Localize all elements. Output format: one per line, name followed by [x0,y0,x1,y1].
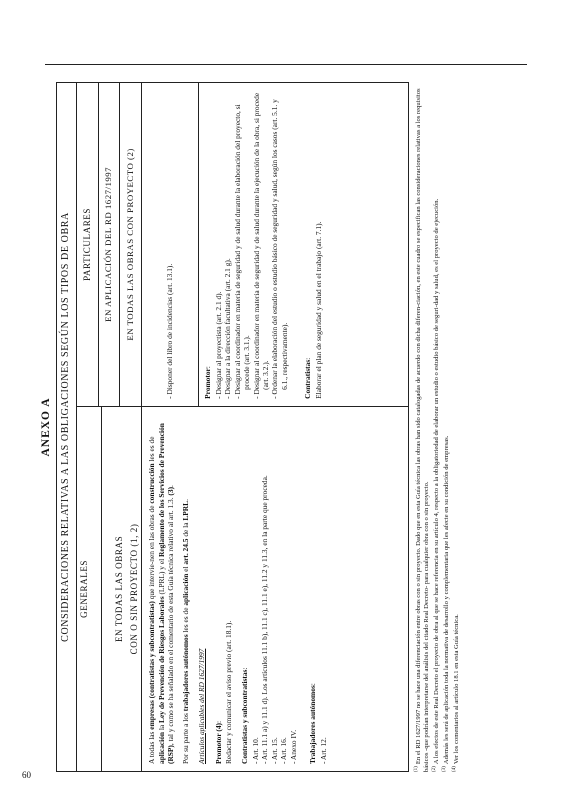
text-run: , tal y como se ha señalado en el comentario de esta Guía técnica relativo al art. 1.3. [166,495,176,746]
footnote [452,82,461,772]
list-item: - Art. 10. [250,737,260,764]
text-run: Reglamento de los Servicios de Prevención (RSP) [156,423,176,764]
general-body-cell [142,406,409,771]
contractors-right-heading-text: Contratistas [303,359,313,399]
general-header: GENERALES [79,559,89,618]
promotor-right-heading [203,90,212,399]
footnote [414,82,431,772]
promotor-right-heading-text: Promotor [203,368,213,399]
table-main-header: CONSIDERACIONES RELATIVAS A LAS OBLIGACIONES SEGÚN LOS TIPOS DE OBRA [57,83,77,772]
text-run: trabajadores autónomos [180,634,190,712]
footnote-mark: (4) [452,766,458,772]
all-works-body-cell [199,83,409,407]
self-employed-heading-text: Trabajadores autónomos [308,685,318,764]
text-run: : [213,720,223,724]
top-rule [45,64,527,65]
footnote-text: Ver los comentarios al artículo 18.1 en esta Guía técnica. [453,614,461,765]
contractors-heading [240,414,249,764]
text-run: construcción [147,463,157,504]
text-run: : [308,683,318,686]
text-run: les es de [147,436,157,464]
text-run: de la [180,520,190,539]
list-item: - Designar al coordinador en materia de seguridad y de salud durante la elaboración del proyecto, si procede (art. 3.1.). [232,104,252,399]
page-number: 60 [22,770,31,780]
rd-body-cell: - Disponer del libro de incidencias (art. 13.1). [142,83,199,407]
articles-heading-text: Artículos aplicables del RD 1627/1997 [197,648,207,764]
footnote-mark: (3) [442,766,448,772]
promotor-right-list [214,90,290,399]
contractors-heading-text: Contratistas y subcontratistas [240,669,250,764]
footnote [432,82,441,772]
text-run: (3) [166,486,176,496]
list-item: - Designar al proyectista (art. 2.1 d). [213,291,223,399]
rd-header: EN APLICACIÓN DEL RD 1627/1997 [98,83,120,407]
general-subheader [101,407,141,771]
text-run: : [203,366,213,369]
list-item: - Designar a la dirección facultativa (art. 2.1 g). [223,258,233,399]
general-subheader-line1: EN TODAS LAS OBRAS [114,535,125,643]
footnote [442,82,451,772]
list-item: - Art. 15. [269,737,279,764]
text-run: (LPRL) y el [156,556,166,597]
list-item: - Art. 16. [279,737,289,764]
footnote-mark: (2) [432,766,437,772]
list-item: - Ordenar la elaboración del estudio o estudio básico de seguridad y salud, según los casos (art. 5.1. y 6.1., respectivamente). [270,99,289,399]
footnote-mark: (1) [414,766,419,772]
obligations-table [56,82,409,772]
text-run: Por su parte a los [180,711,190,764]
articles-heading [197,414,206,764]
text-run: aplicación [180,573,190,606]
promotor-heading-text: Promotor (4) [213,723,223,764]
self-employed-paragraph [181,414,190,764]
footnote-text: Además les será de aplicación toda la normativa de desarrollo y complementaria que les afecte en su condición de empresas. [443,435,451,765]
text-run: LPRL [180,500,190,521]
text-run: : [303,357,313,360]
list-item: - Anexo IV. [288,729,298,764]
text-run: . [180,499,190,501]
text-run: Ley de Prevención de Riesgos Laborales [156,596,166,723]
text-run: A todas las [147,729,157,764]
text-run: les es de [180,605,190,635]
all-works-header: EN TODAS LAS OBRAS CON PROYECTO (2) [120,83,142,407]
text-run: : [240,667,250,670]
contractors-right-heading [303,90,312,399]
rotated-annex-page [40,82,510,772]
text-run: la [156,722,166,732]
text-run: que intervie-nen en las obras de [147,503,157,602]
general-header-cell [77,406,142,771]
self-employed-heading [308,414,317,764]
footnotes [414,82,462,772]
footnote-text: En el RD 1627/1997 no se hace una diferenciación entre obras con o sin proyecto. Dado que en esta Guía técnica las obras han sido catalogadas de acuerdo con dicha diferen-ciación, en este cuadro se especifican las consideraciones relativas a los requisitos básicos -que podrían interpretarse del análisis del citado Real Decreto- para cualquier obra con o sin proyecto. [415,88,431,772]
contractors-list [251,414,298,764]
particular-header: PARTICULARES [77,83,99,407]
footnote-text: A los efectos de este Real Decreto el proyecto de obra al que se hace referencia en su artículo 4, respecto a la obligatoriedad de elaborar un estudio o estudio básico de seguri-dad y salud, es el proyecto de ejecución. [433,198,441,765]
general-subheader-line2: CON O SIN PROYECTO (1, 2) [128,523,139,655]
promotor-text: Redactar y comunicar el aviso previo (art. 18.1). [223,620,233,764]
text-run: art. 24.5 [180,538,190,565]
promotor-heading [214,414,223,764]
contractors-right-text: Elaborar el plan de seguridad y salud en el trabajo (art. 7.1). [313,221,323,399]
text-run: aplicación [156,731,166,764]
text-run: empresas (contratistas y subcontratistas) [147,601,157,730]
text-run: . [166,485,176,487]
list-item: - Designar al coordinador en materia de seguridad y de salud durante la ejecución de la obra, si procede (art. 3.2.). [251,92,270,399]
list-item: - Art. 11.1 a) y 11.1 d). Los artículos 11.1 b), 11.1 c), 11.1 e), 11.2 y 11.3, en la parte que proceda. [260,475,270,764]
list-item: - Art. 12. [318,737,328,764]
annex-title: ANEXO A [40,397,52,457]
text-run: el [180,564,190,574]
companies-paragraph [147,414,175,764]
